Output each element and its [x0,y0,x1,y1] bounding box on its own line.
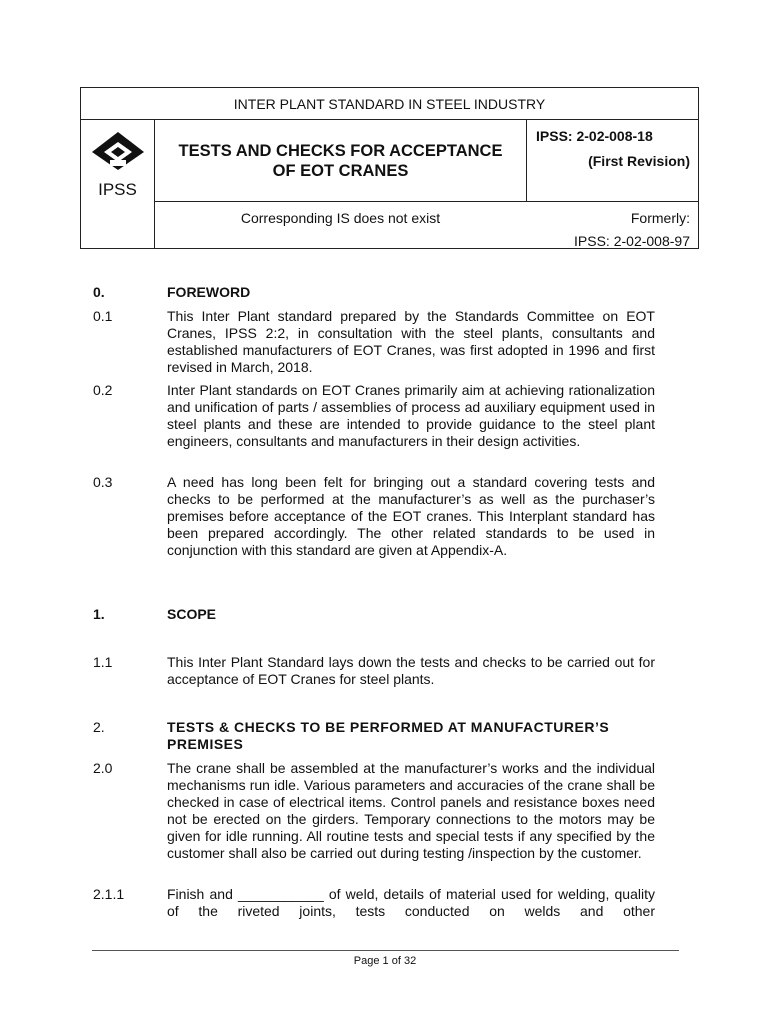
header-table [80,87,699,249]
divider [154,201,698,202]
document-title [155,141,526,181]
clause-number: 0.3 [93,474,113,490]
document-code: IPSS: 2-02-008-18 [536,128,653,144]
section-number: 0. [93,284,105,300]
org-line: INTER PLANT STANDARD IN STEEL INDUSTRY [81,88,698,120]
clause-number: 0.2 [93,382,113,398]
footer-divider [92,950,679,951]
section-heading: FOREWORD [167,284,251,300]
revision-label: (First Revision) [588,153,690,169]
section-heading: TESTS & CHECKS TO BE PERFORMED AT MANUFACTURER’S PREMISES [167,719,610,752]
clause-text: A need has long been felt for bringing out a standard covering tests and checks to be performed at the manufacturer’s as well as the purchaser’s premises before acceptance of the EOT cranes. This Interplant standard has been prepared accordingly. The other related standards to be used in conjunction with this standard are given at Appendix-A. [167,474,655,558]
clause-text: Finish and ___________ of weld, details of material used for welding, quality of the riveted joints, tests conducted on welds and other [167,886,655,919]
clause-number: 2.0 [93,760,113,776]
formerly-code: IPSS: 2-02-008-97 [574,233,690,249]
title-line-2: OF EOT CRANES [272,162,409,180]
ipss-logo-icon [90,130,146,170]
logo-text: IPSS [98,180,137,199]
page-number: Page 1 of 32 [353,955,417,967]
title-line-1: TESTS AND CHECKS FOR ACCEPTANCE [178,142,503,160]
section-heading: SCOPE [167,606,217,622]
clause-number: 2.1.1 [93,886,125,902]
divider [526,120,527,201]
divider [154,120,155,248]
formerly-label: Formerly: [630,210,690,226]
section-number: 1. [93,606,105,622]
clause-text: This Inter Plant standard prepared by the Standards Committee on EOT Cranes, IPSS 2:2, in consultation with the steel plants, consultants and established manufacturers of EOT Cranes, was first adopted in 1996 and first revised in March, 2018. [167,308,655,375]
section-number: 2. [93,719,105,735]
clause-number: 1.1 [93,654,113,670]
clause-text: This Inter Plant Standard lays down the tests and checks to be carried out for acceptance of EOT Cranes for steel plants. [167,654,655,687]
clause-text: The crane shall be assembled at the manufacturer’s works and the individual mechanisms run idle. Various parameters and accuracies of the crane shall be checked in case of electrical items. Control panels and resistance boxes need not be erected on the girders. Temporary connections to the motors may be given for idle running. All routine tests and special tests if any specified by the customer shall also be carried out during testing /inspection by the customer. [167,760,655,861]
clause-number: 0.1 [93,308,113,324]
corresponding-is: Corresponding IS does not exist [240,210,441,226]
clause-text: Inter Plant standards on EOT Cranes primarily aim at achieving rationalization and unification of parts / assemblies of process ad auxiliary equipment used in steel plants and these are intended to provide guidance to the steel plant engineers, consultants and manufacturers in their design activities. [167,382,655,449]
